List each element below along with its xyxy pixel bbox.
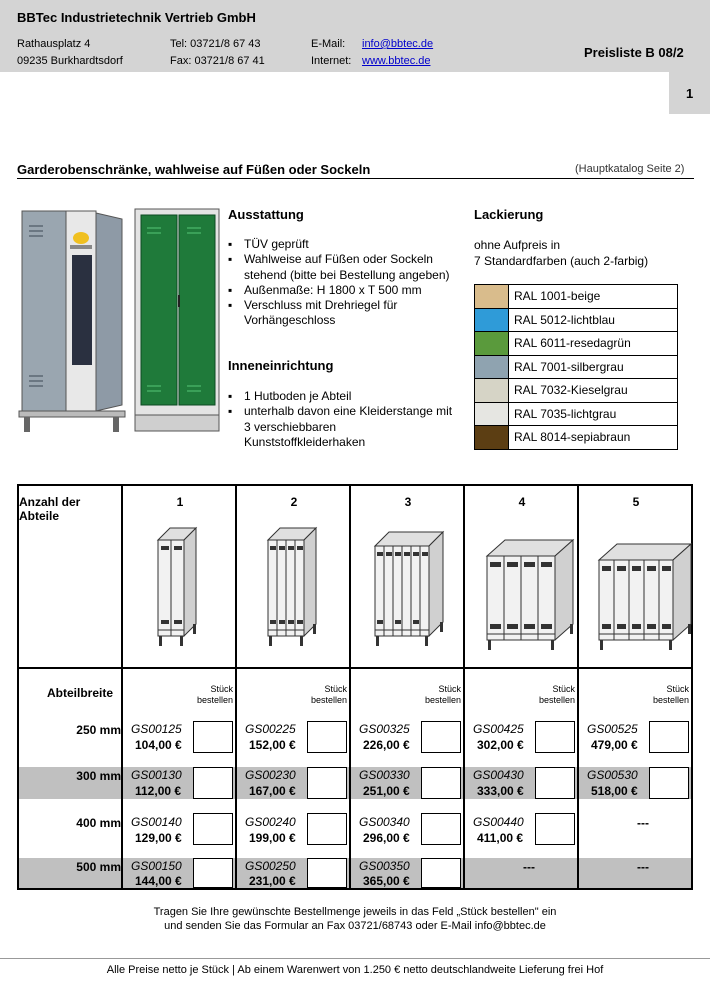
color-label: RAL 6011-resedagrün <box>509 332 678 356</box>
price: 479,00 € <box>591 738 638 752</box>
article-number: GS00250 <box>245 859 296 873</box>
price: 199,00 € <box>249 831 296 845</box>
color-swatch <box>475 332 509 356</box>
price: 302,00 € <box>477 738 524 752</box>
order-qty-input[interactable] <box>421 858 461 888</box>
order-qty-input[interactable] <box>535 813 575 845</box>
order-qty-input[interactable] <box>649 767 689 799</box>
locker-2-drawing <box>264 524 324 654</box>
row-label-500: 500 mm <box>76 860 121 874</box>
locker-product-photo <box>17 205 222 440</box>
list-item: ▪ Außenmaße: H 1800 x T 500 mm <box>228 283 458 298</box>
color-label: RAL 1001-beige <box>509 285 678 309</box>
interior-heading: Inneneinrichtung <box>228 358 334 373</box>
order-qty-input[interactable] <box>193 721 233 753</box>
article-number: GS00230 <box>245 768 296 782</box>
section-divider <box>17 178 694 179</box>
article-number: GS00125 <box>131 722 182 736</box>
locker-3-drawing <box>371 524 446 654</box>
row-label-300: 300 mm <box>76 769 121 783</box>
price: 226,00 € <box>363 738 410 752</box>
order-qty-input[interactable] <box>535 767 575 799</box>
article-number: GS00240 <box>245 815 296 829</box>
locker-1-drawing <box>154 524 204 654</box>
address-city: 09235 Burkhardtsdorf <box>17 55 123 67</box>
list-item: ▪ unterhalb davon eine Kleiderstange mit 3 verschiebbaren Kunststoffkleiderhaken <box>228 404 458 450</box>
price: 167,00 € <box>249 784 296 798</box>
company-name: BBTec Industrietechnik Vertrieb GmbH <box>17 10 256 25</box>
color-table <box>474 284 678 450</box>
order-qty-header: Stück bestellen <box>538 684 575 705</box>
list-item: ▪ TÜV geprüft <box>228 237 458 252</box>
list-item: ▪ 1 Hutboden je Abteil <box>228 389 458 404</box>
order-instructions-line2: und senden Sie das Formular an Fax 03721/68743 oder E-Mail info@bbtec.de <box>164 920 546 932</box>
order-qty-input[interactable] <box>307 858 347 888</box>
list-item: ▪ Verschluss mit Drehriegel für Vorhängeschloss <box>228 298 458 329</box>
not-available: --- <box>637 816 649 830</box>
order-qty-input[interactable] <box>421 813 461 845</box>
price: 296,00 € <box>363 831 410 845</box>
price-table <box>17 484 693 890</box>
fax-number: Fax: 03721/8 67 41 <box>170 55 265 67</box>
article-number: GS00330 <box>359 768 410 782</box>
column-header-1: 1 <box>176 495 184 509</box>
color-row <box>475 285 678 309</box>
article-number: GS00425 <box>473 722 524 736</box>
not-available: --- <box>637 860 649 874</box>
phone-number: Tel: 03721/8 67 43 <box>170 38 261 50</box>
equipment-heading: Ausstattung <box>228 207 304 222</box>
letterhead <box>0 0 710 72</box>
catalog-reference: (Hauptkatalog Seite 2) <box>575 163 685 175</box>
article-number: GS00140 <box>131 815 182 829</box>
color-label: RAL 5012-lichtblau <box>509 308 678 332</box>
article-number: GS00530 <box>587 768 638 782</box>
order-qty-header: Stück bestellen <box>652 684 689 705</box>
color-row <box>475 379 678 403</box>
footer-text: Alle Preise netto je Stück | Ab einem Warenwert von 1.250 € netto deutschlandweite Lieferung frei Hof <box>106 964 604 976</box>
email-link[interactable]: info@bbtec.de <box>362 38 434 50</box>
color-row <box>475 355 678 379</box>
address-street: Rathausplatz 4 <box>17 38 91 50</box>
price: 104,00 € <box>135 738 182 752</box>
email-label: E-Mail: <box>311 38 346 50</box>
interior-list <box>228 389 458 450</box>
price: 144,00 € <box>135 874 182 888</box>
price: 518,00 € <box>591 784 638 798</box>
order-qty-input[interactable] <box>193 767 233 799</box>
color-row <box>475 402 678 426</box>
price: 365,00 € <box>363 874 410 888</box>
order-qty-input[interactable] <box>307 813 347 845</box>
order-qty-header: Stück bestellen <box>424 684 461 705</box>
paint-description: ohne Aufpreis in 7 Standardfarben (auch 2-farbig) <box>474 238 649 268</box>
color-label: RAL 8014-sepiabraun <box>509 426 678 450</box>
price: 152,00 € <box>249 738 296 752</box>
article-number: GS00340 <box>359 815 410 829</box>
order-qty-input[interactable] <box>307 721 347 753</box>
price: 112,00 € <box>135 784 182 798</box>
column-header-3: 3 <box>404 495 412 509</box>
color-swatch <box>475 285 509 309</box>
pricelist-title: Preisliste B 08/2 <box>584 45 684 60</box>
paint-heading: Lackierung <box>474 207 544 222</box>
column-header-2: 2 <box>290 495 298 509</box>
color-row <box>475 308 678 332</box>
order-qty-input[interactable] <box>421 721 461 753</box>
order-qty-header: Stück bestellen <box>310 684 347 705</box>
color-swatch <box>475 379 509 403</box>
price: 129,00 € <box>135 831 182 845</box>
color-swatch <box>475 402 509 426</box>
website-link[interactable]: www.bbtec.de <box>362 55 431 67</box>
color-label: RAL 7035-lichtgrau <box>509 402 678 426</box>
price: 333,00 € <box>477 784 524 798</box>
order-qty-header: Stück bestellen <box>196 684 233 705</box>
price: 251,00 € <box>363 784 410 798</box>
article-number: GS00150 <box>131 859 182 873</box>
order-qty-input[interactable] <box>649 721 689 753</box>
article-number: GS00225 <box>245 722 296 736</box>
section-title: Garderobenschränke, wahlweise auf Füßen oder Sockeln <box>17 162 371 177</box>
color-row <box>475 332 678 356</box>
compartments-label: Anzahl der Abteile <box>19 495 81 523</box>
color-swatch <box>475 355 509 379</box>
not-available: --- <box>523 860 535 874</box>
order-instructions-line1: Tragen Sie Ihre gewünschte Bestellmenge jeweils in das Feld „Stück bestellen" ein <box>153 906 557 918</box>
price: 411,00 € <box>477 831 524 845</box>
order-qty-input[interactable] <box>307 767 347 799</box>
color-label: RAL 7001-silbergrau <box>509 355 678 379</box>
color-swatch <box>475 308 509 332</box>
order-qty-input[interactable] <box>193 813 233 845</box>
color-swatch <box>475 426 509 450</box>
color-label: RAL 7032-Kieselgrau <box>509 379 678 403</box>
order-qty-input[interactable] <box>193 858 233 888</box>
article-number: GS00440 <box>473 815 524 829</box>
equipment-list <box>228 237 458 329</box>
article-number: GS00430 <box>473 768 524 782</box>
column-header-5: 5 <box>632 495 640 509</box>
footer-divider <box>0 958 710 959</box>
width-label: Abteilbreite <box>47 686 114 700</box>
article-number: GS00350 <box>359 859 410 873</box>
column-header-4: 4 <box>518 495 526 509</box>
article-number: GS00325 <box>359 722 410 736</box>
article-number: GS00525 <box>587 722 638 736</box>
row-label-400: 400 mm <box>76 816 121 830</box>
internet-label: Internet: <box>311 55 352 67</box>
article-number: GS00130 <box>131 768 182 782</box>
list-item: ▪ Wahlweise auf Füßen oder Sockeln stehend (bitte bei Bestellung angeben) <box>228 252 458 283</box>
order-qty-input[interactable] <box>535 721 575 753</box>
locker-5-drawing <box>597 540 693 656</box>
locker-4-drawing <box>485 536 575 656</box>
order-qty-input[interactable] <box>421 767 461 799</box>
price: 231,00 € <box>249 874 296 888</box>
row-label-250: 250 mm <box>76 723 121 737</box>
page-number: 1 <box>686 86 694 101</box>
color-row <box>475 426 678 450</box>
